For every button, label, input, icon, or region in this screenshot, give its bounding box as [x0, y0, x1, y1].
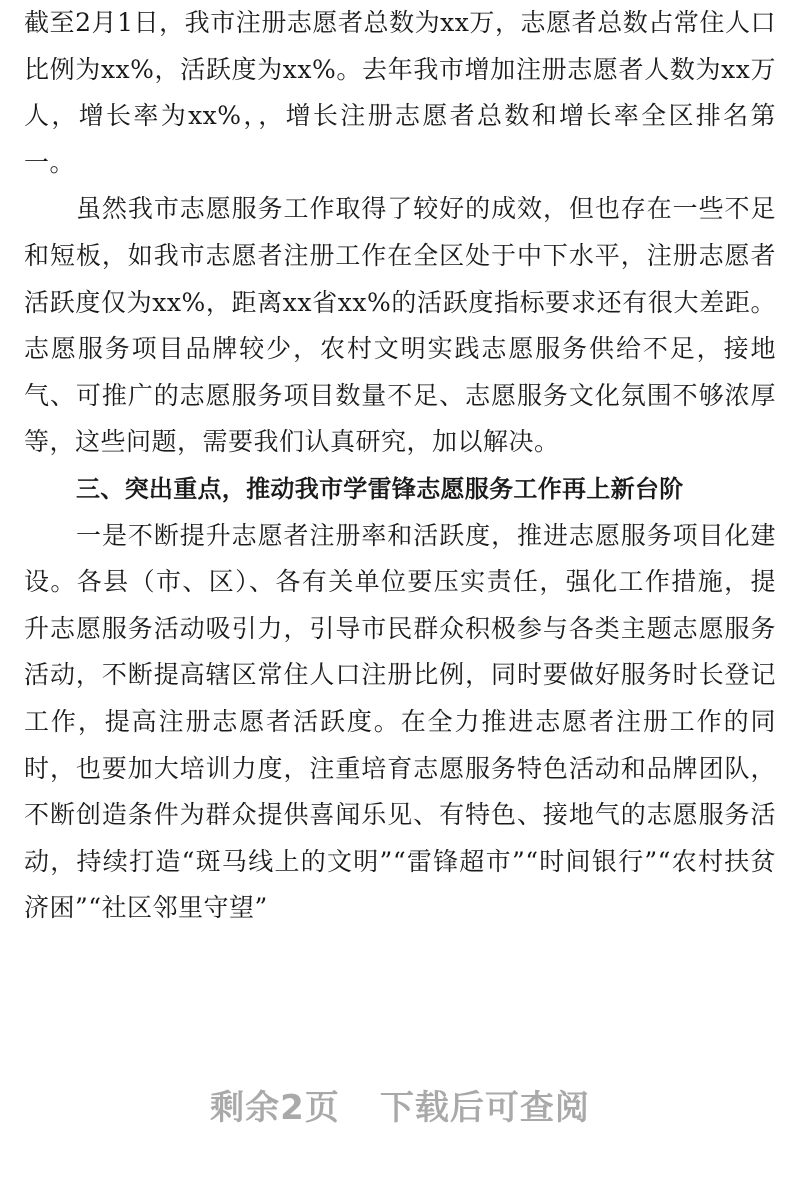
remaining-pages-text[interactable]: 剩余2页 — [210, 1088, 340, 1128]
document-body — [24, 0, 776, 932]
download-hint-text[interactable]: 下载后可查阅 — [379, 1088, 590, 1128]
section-heading: 三、突出重点，推动我市学雷锋志愿服务工作再上新台阶 — [76, 474, 684, 503]
paragraph-statistics: 截至2月1日，我市注册志愿者总数为xx万，志愿者总数占常住人口比例为xx%，活跃度为xx%。去年我市增加注册志愿者人数为xx万人，增长率为xx%，，增长注册志愿者总数和增长率全区排名第一。 — [24, 8, 776, 177]
paragraph-shortcomings: 虽然我市志愿服务工作取得了较好的成效，但也存在一些不足和短板，如我市志愿者注册工作在全区处于中下水平，注册志愿者活跃度仅为xx%，距离xx省xx%的活跃度指标要求还有很大差距。志愿服务项目品牌较少，农村文明实践志愿服务供给不足，接地气、可推广的志愿服务项目数量不足、志愿服务文化氛围不够浓厚等，这些问题，需要我们认真研究，加以解决。 — [24, 194, 776, 457]
download-banner[interactable] — [0, 1080, 800, 1129]
paragraph-measures: 一是不断提升志愿者注册率和活跃度，推进志愿服务项目化建设。各县（市、区）、各有关单位要压实责任，强化工作措施，提升志愿服务活动吸引力，引导市民群众积极参与各类主题志愿服务活动，不断提高辖区常住人口注册比例，同时要做好服务时长登记工作，提高注册志愿者活跃度。在全力推进志愿者注册工作的同时，也要加大培训力度，注重培育志愿服务特色活动和品牌团队，不断创造条件为群众提供喜闻乐见、有特色、接地气的志愿服务活动，持续打造“斑马线上的文明”“雷锋超市”“时间银行”“农村扶贫济困”“社区邻里守望” — [24, 520, 776, 923]
